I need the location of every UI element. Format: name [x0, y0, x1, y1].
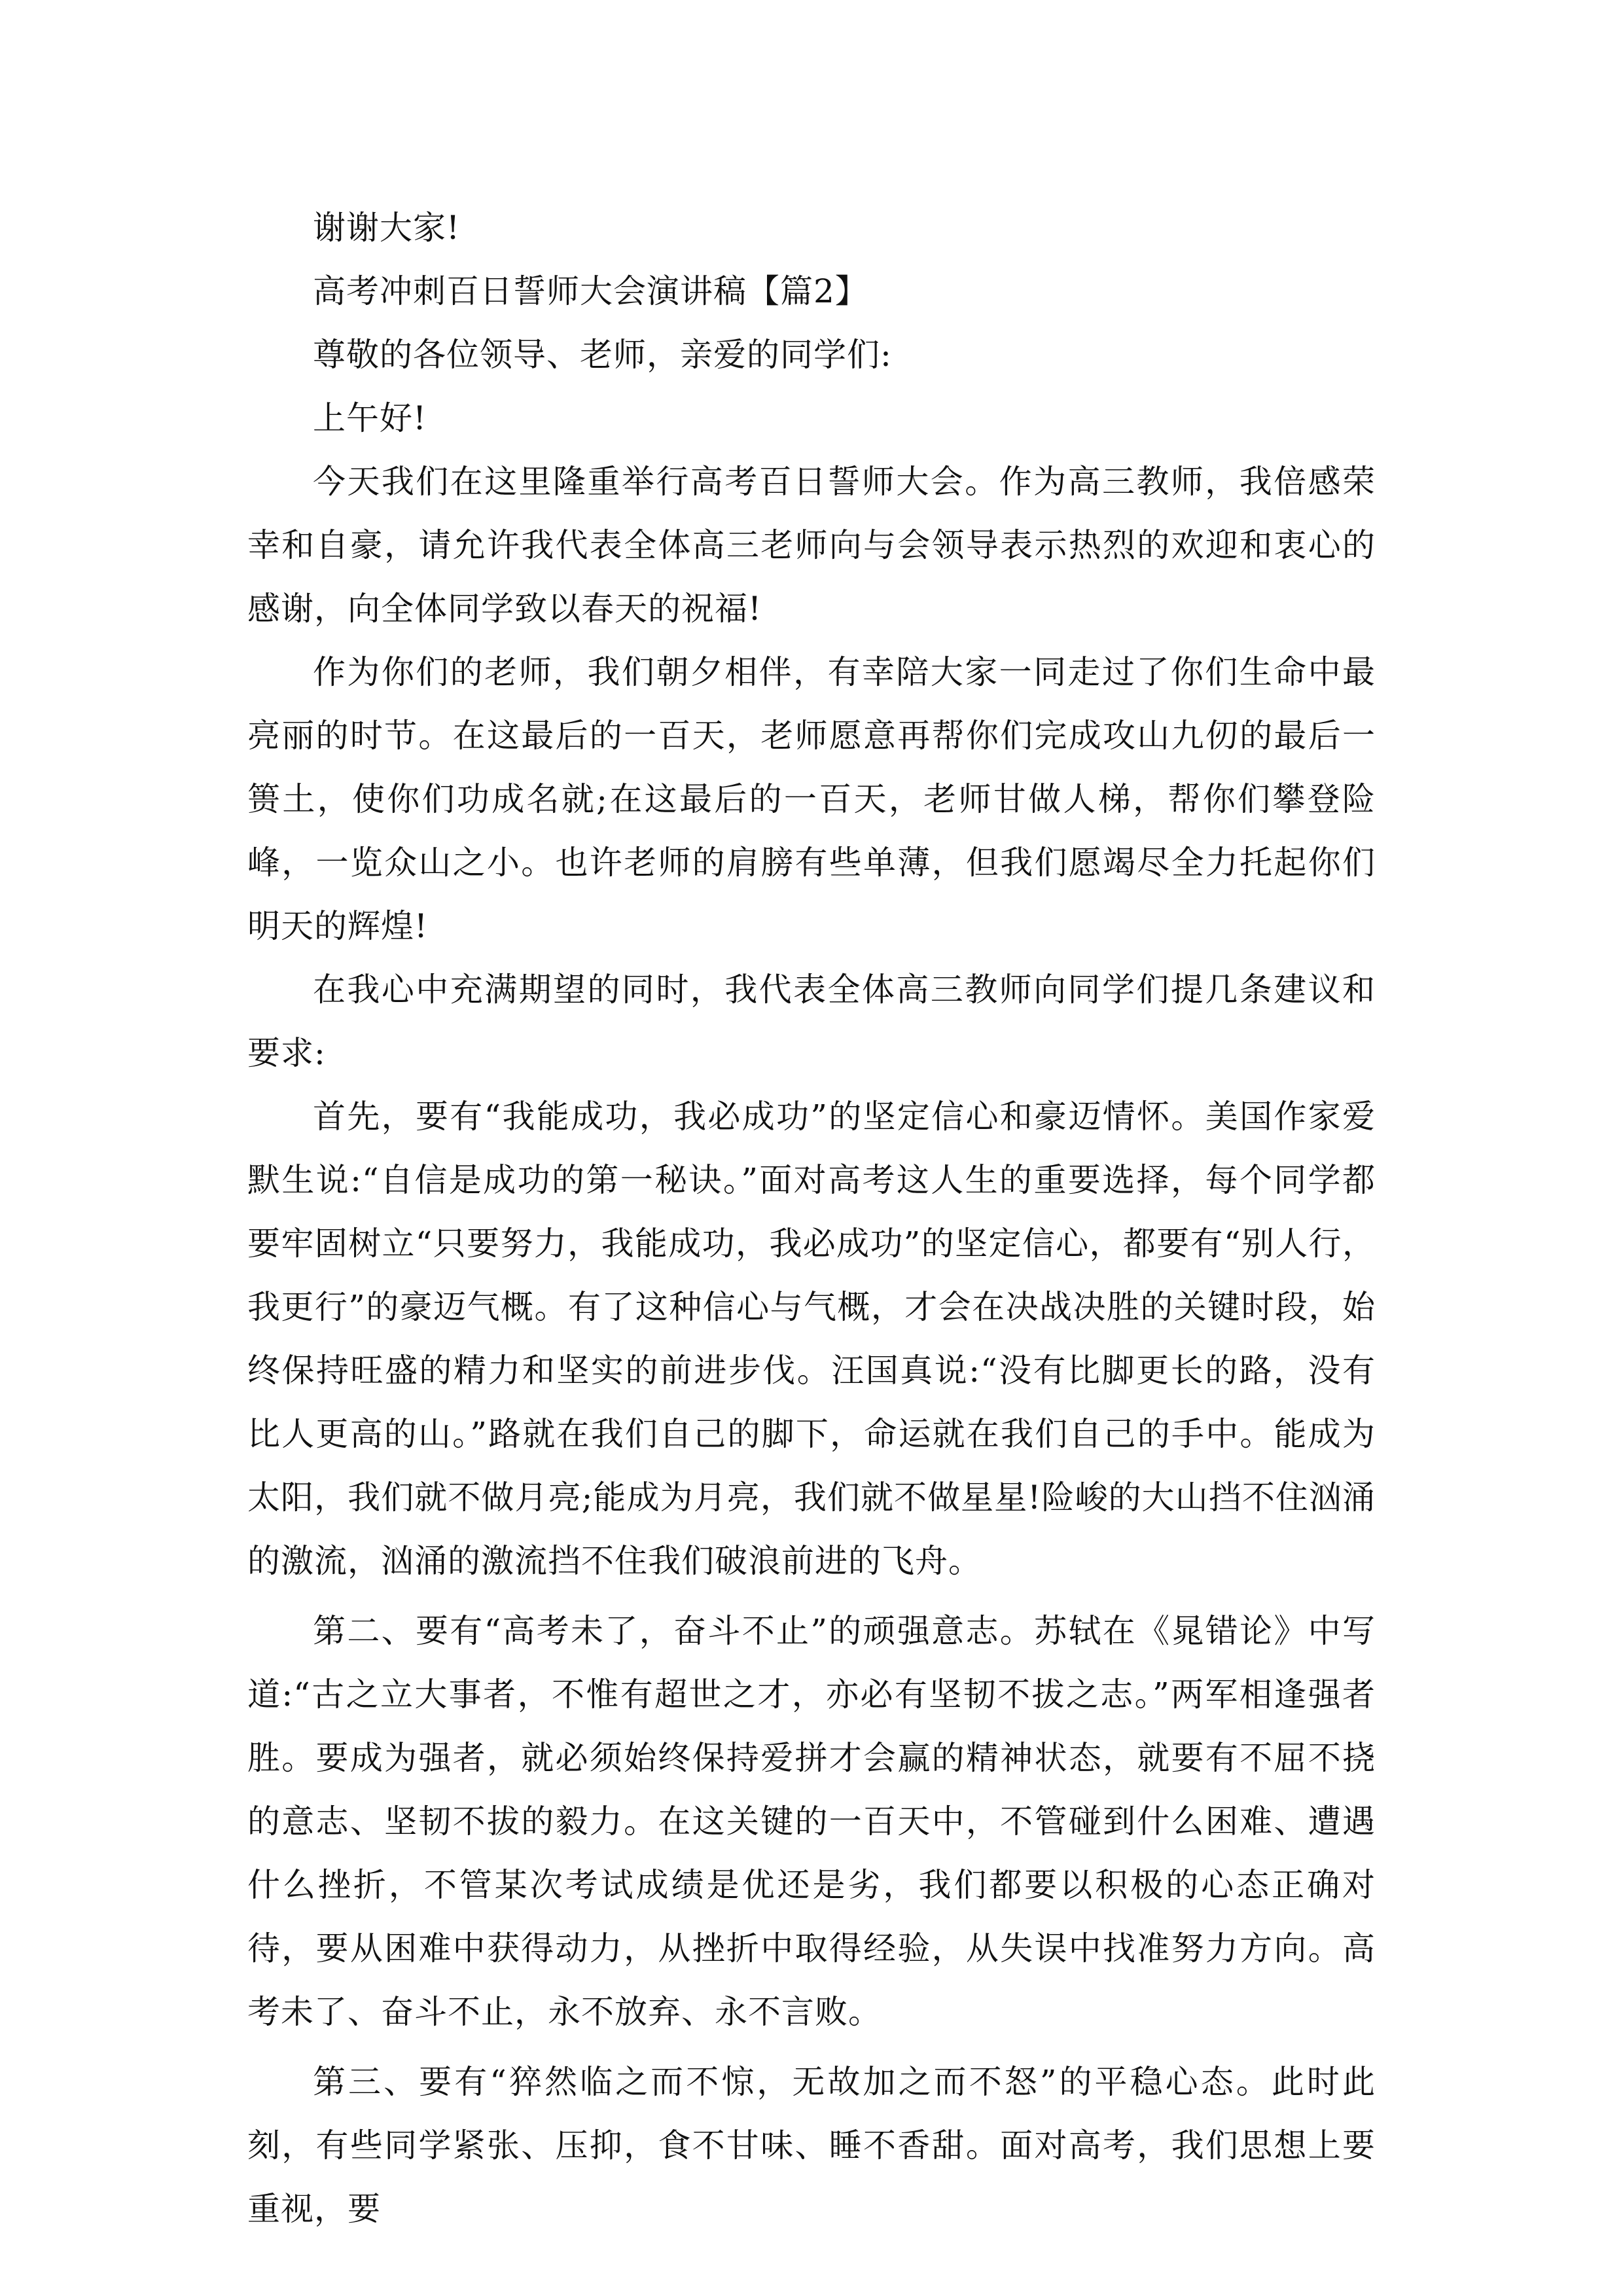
- paragraph-opening: 今天我们在这里隆重举行高考百日誓师大会。作为高三教师，我倍感荣幸和自豪，请允许我代表全体高三老师向与会领导表示热烈的欢迎和衷心的感谢，向全体同学致以春天的祝福!: [247, 463, 1376, 628]
- paragraph-first-point: 首先，要有“我能成功，我必成功”的坚定信心和豪迈情怀。美国作家爱默生说:“自信是成功的第一秘诀。”面对高考这人生的重要选择，每个同学都要牢固树立“只要努力，我能成功，我必成功”的坚定信心，都要有“别人行，我更行”的豪迈气概。有了这种信心与气概，才会在决战决胜的关键时段，始终保持旺盛的精力和坚实的前进步伐。汪国真说:“没有比脚更长的路，没有比人更高的山。”路就在我们自己的脚下，命运就在我们自己的手中。能成为太阳，我们就不做月亮;能成为月亮，我们就不做星星!险峻的大山挡不住汹涌的激流，汹涌的激流挡不住我们破浪前进的飞舟。: [247, 1098, 1376, 1580]
- document-body: [247, 196, 1376, 2241]
- paragraph-teachers: 作为你们的老师，我们朝夕相伴，有幸陪大家一同走过了你们生命中最亮丽的时节。在这最后的一百天，老师愿意再帮你们完成攻山九仞的最后一篑土，使你们功成名就;在这最后的一百天，老师甘做人梯，帮你们攀登险峰，一览众山之小。也许老师的肩膀有些单薄，但我们愿竭尽全力托起你们明天的辉煌!: [247, 653, 1376, 945]
- closing-thanks: 谢谢大家!: [313, 209, 461, 247]
- paragraph-second-point: 第二、要有“高考未了，奋斗不止”的顽强意志。苏轼在《晁错论》中写道:“古之立大事者，不惟有超世之才，亦必有坚韧不拔之志。”两军相逢强者胜。要成为强者，就必须始终保持爱拼才会赢的精神状态，就要有不屈不挠的意志、坚韧不拔的毅力。在这关键的一百天中，不管碰到什么困难、遭遇什么挫折，不管某次考试成绩是优还是劣，我们都要以积极的心态正确对待，要从困难中获得动力，从挫折中取得经验，从失误中找准努力方向。高考未了、奋斗不止，永不放弃、永不言败。: [247, 1612, 1376, 2031]
- speech-title: 高考冲刺百日誓师大会演讲稿【篇2】: [313, 272, 868, 310]
- greeting: 上午好!: [313, 399, 427, 437]
- paragraph-suggestions-intro: 在我心中充满期望的同时，我代表全体高三教师向同学们提几条建议和要求:: [247, 971, 1376, 1072]
- salutation: 尊敬的各位领导、老师，亲爱的同学们:: [313, 336, 892, 374]
- paragraph-third-point: 第三、要有“猝然临之而不惊，无故加之而不怒”的平稳心态。此时此刻，有些同学紧张、压抑，食不甘味、睡不香甜。面对高考，我们思想上要重视，要: [247, 2063, 1376, 2228]
